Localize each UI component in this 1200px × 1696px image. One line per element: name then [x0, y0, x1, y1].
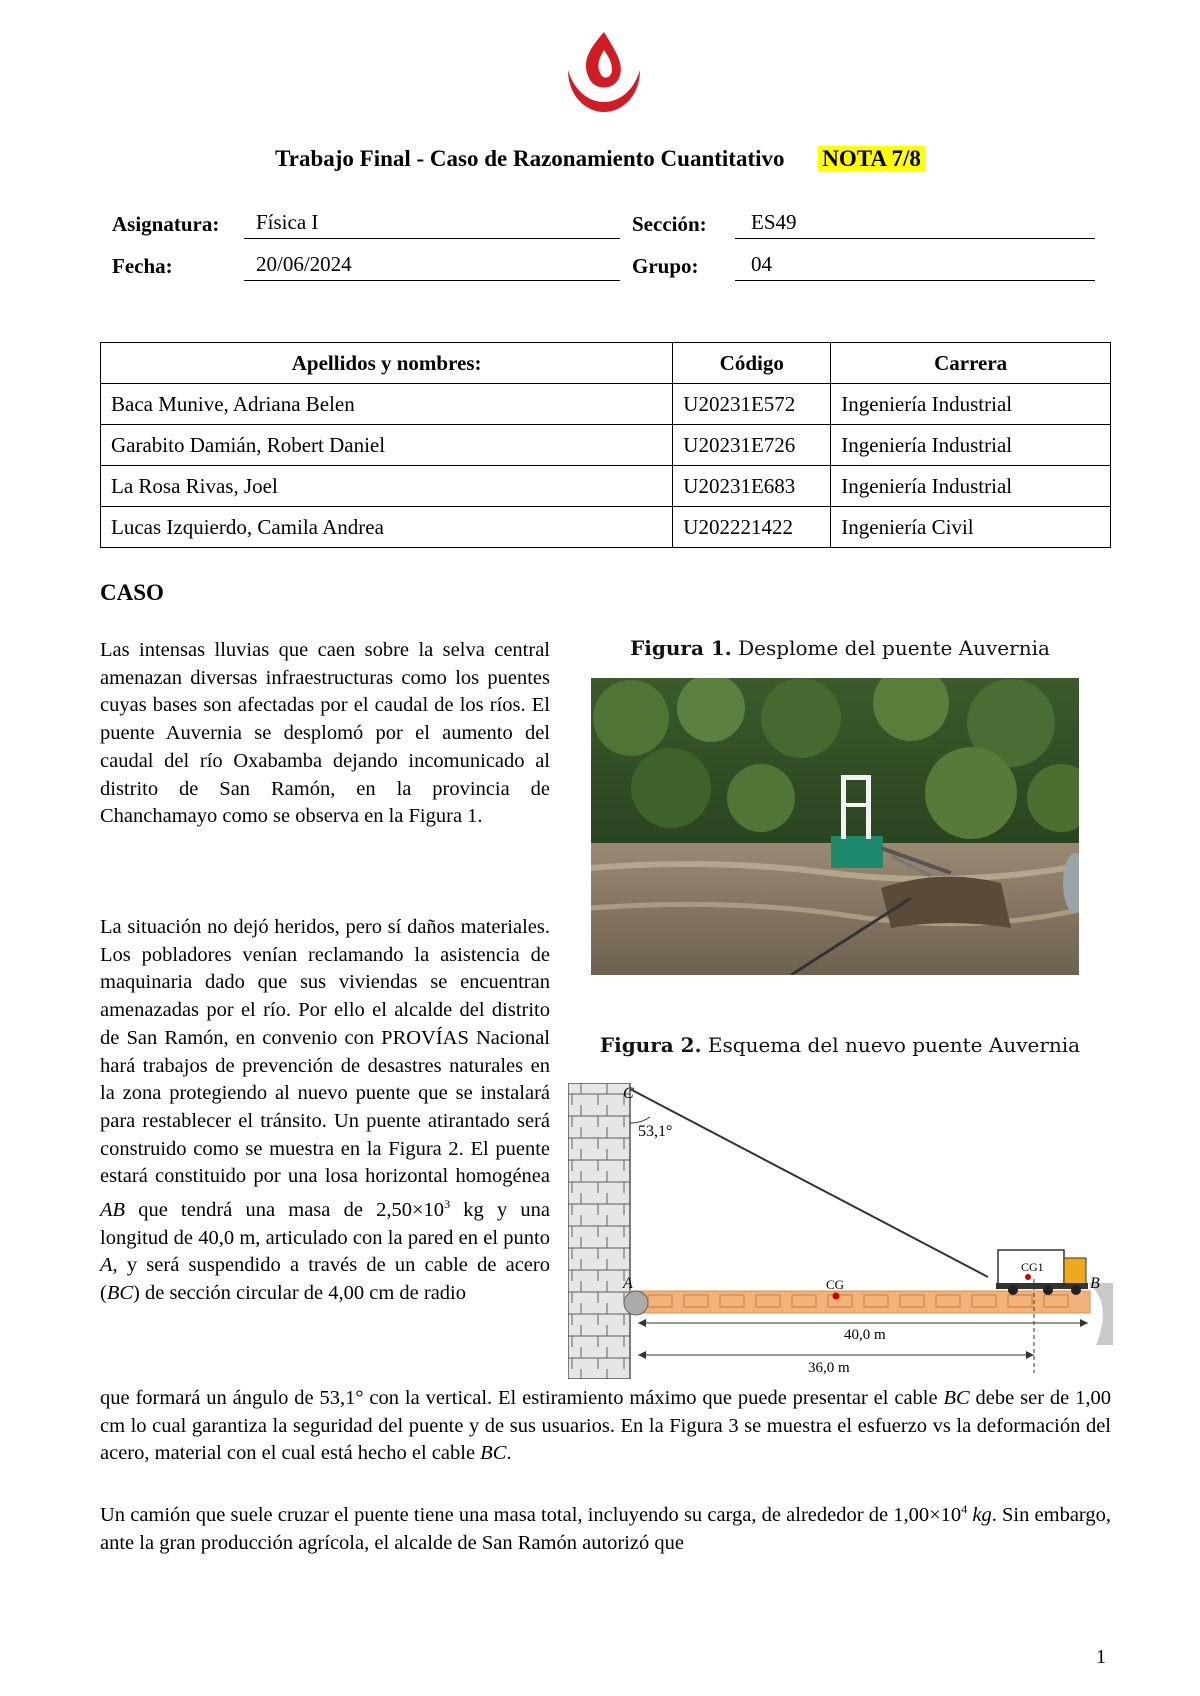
header-code: Código — [673, 343, 831, 384]
grupo-label: Grupo: — [632, 254, 699, 278]
member-career: Ingeniería Industrial — [831, 466, 1111, 507]
label-b: B — [1090, 1275, 1100, 1292]
member-name: Garabito Damián, Robert Daniel — [101, 425, 673, 466]
label-cg: CG — [826, 1277, 845, 1292]
member-code: U202221422 — [673, 507, 831, 548]
figure-1-caption: Figura 1. Desplome del puente Auvernia — [630, 636, 1050, 660]
label-angle: 53,1° — [638, 1123, 673, 1140]
fecha-label: Fecha: — [112, 254, 173, 278]
seccion-label: Sección: — [632, 212, 707, 236]
table-header-row — [101, 343, 1111, 384]
asignatura-field — [244, 210, 620, 239]
grupo-value: 04 — [751, 252, 772, 276]
caso-paragraph-3: Un camión que suele cruzar el puente tiene una masa total, incluyendo su carga, de alrededor de $1,00\times 10^4$ kg. Sin embargo, ante la gran producción agrícola, el alcalde de San Ramón autorizó que — [100, 1502, 1111, 1554]
member-career: Ingeniería Industrial — [831, 384, 1111, 425]
grupo-field — [735, 252, 1095, 281]
university-logo — [560, 28, 648, 116]
caso-heading: CASO — [100, 580, 164, 605]
member-name: Lucas Izquierdo, Camila Andrea — [101, 507, 673, 548]
member-career: Ingeniería Industrial — [831, 425, 1111, 466]
caso-paragraph-2: La situación no dejó heridos, pero sí daños materiales. Los pobladores venían reclamando la asistencia de maquinaria dado que sus viviendas se encuentran amenazadas por el río. Por ello el alcalde del distrito de San Ramón, en convenio con PROVÍAS Nacional hará trabajos de prevención de desastres naturales en la zona protegiendo al nuevo puente que se instalará para restablecer el tránsito. Un puente atirantado será construido como se muestra en la Figura 2. El puente estará constituido por una losa horizontal homogénea AB que tendrá una masa de $2,50\times 10^3$ kg y una longitud de 40,0 m, articulado con la pared en el punto A, y será suspendido a través de un cable de acero (BC) de sección circular de 4,00 cm de radio — [100, 916, 551, 1304]
header-names: Apellidos y nombres: — [101, 343, 673, 384]
table-row — [101, 466, 1111, 507]
page-number: 1 — [1096, 1646, 1106, 1668]
member-name: La Rosa Rivas, Joel — [101, 466, 673, 507]
label-a: A — [623, 1275, 633, 1292]
caso-paragraph-2-continued: que formará un ángulo de 53,1° con la vertical. El estiramiento máximo que puede presentar el cable BC debe ser de 1,00 cm lo cual garantiza la seguridad del puente y de sus usuarios. En la Figura 3 se muestra el esfuerzo vs la deformación del acero, material con el cual está hecho el cable BC. — [100, 1387, 1111, 1465]
seccion-value: ES49 — [751, 210, 797, 234]
bridge-schematic-diagram — [568, 1083, 1113, 1379]
member-code: U20231E726 — [673, 425, 831, 466]
fecha-field — [244, 252, 620, 281]
label-length: 40,0 m — [844, 1327, 886, 1343]
label-c: C — [623, 1085, 634, 1102]
label-cg1: CG1 — [1021, 1260, 1044, 1274]
grade-badge: NOTA 7/8 — [818, 146, 925, 171]
document-title-row — [0, 146, 1200, 172]
seccion-field — [735, 210, 1095, 239]
collapsed-bridge-photo — [591, 678, 1079, 975]
table-row — [101, 384, 1111, 425]
table-row — [101, 507, 1111, 548]
document-title: Trabajo Final - Caso de Razonamiento Cuantitativo — [275, 146, 785, 171]
header-career: Carrera — [831, 343, 1111, 384]
member-name: Baca Munive, Adriana Belen — [101, 384, 673, 425]
member-code: U20231E683 — [673, 466, 831, 507]
member-career: Ingeniería Civil — [831, 507, 1111, 548]
members-table — [100, 342, 1111, 548]
figure-2-caption: Figura 2. Esquema del nuevo puente Auvernia — [599, 1033, 1081, 1057]
table-row — [101, 425, 1111, 466]
asignatura-value: Física I — [256, 210, 319, 234]
asignatura-label: Asignatura: — [112, 212, 220, 236]
caso-paragraph-1: Las intensas lluvias que caen sobre la selva central amenazan diversas infraestructuras como los puentes cuyas bases son afectadas por el caudal de los ríos. El puente Auvernia se desplomó por el aumento del caudal del río Oxabamba dejando incomunicado al distrito de San Ramón, en la provincia de Chanchamayo como se observa en la Figura 1. — [100, 639, 550, 828]
fecha-value: 20/06/2024 — [256, 252, 352, 276]
label-36: 36,0 m — [808, 1360, 850, 1376]
member-code: U20231E572 — [673, 384, 831, 425]
